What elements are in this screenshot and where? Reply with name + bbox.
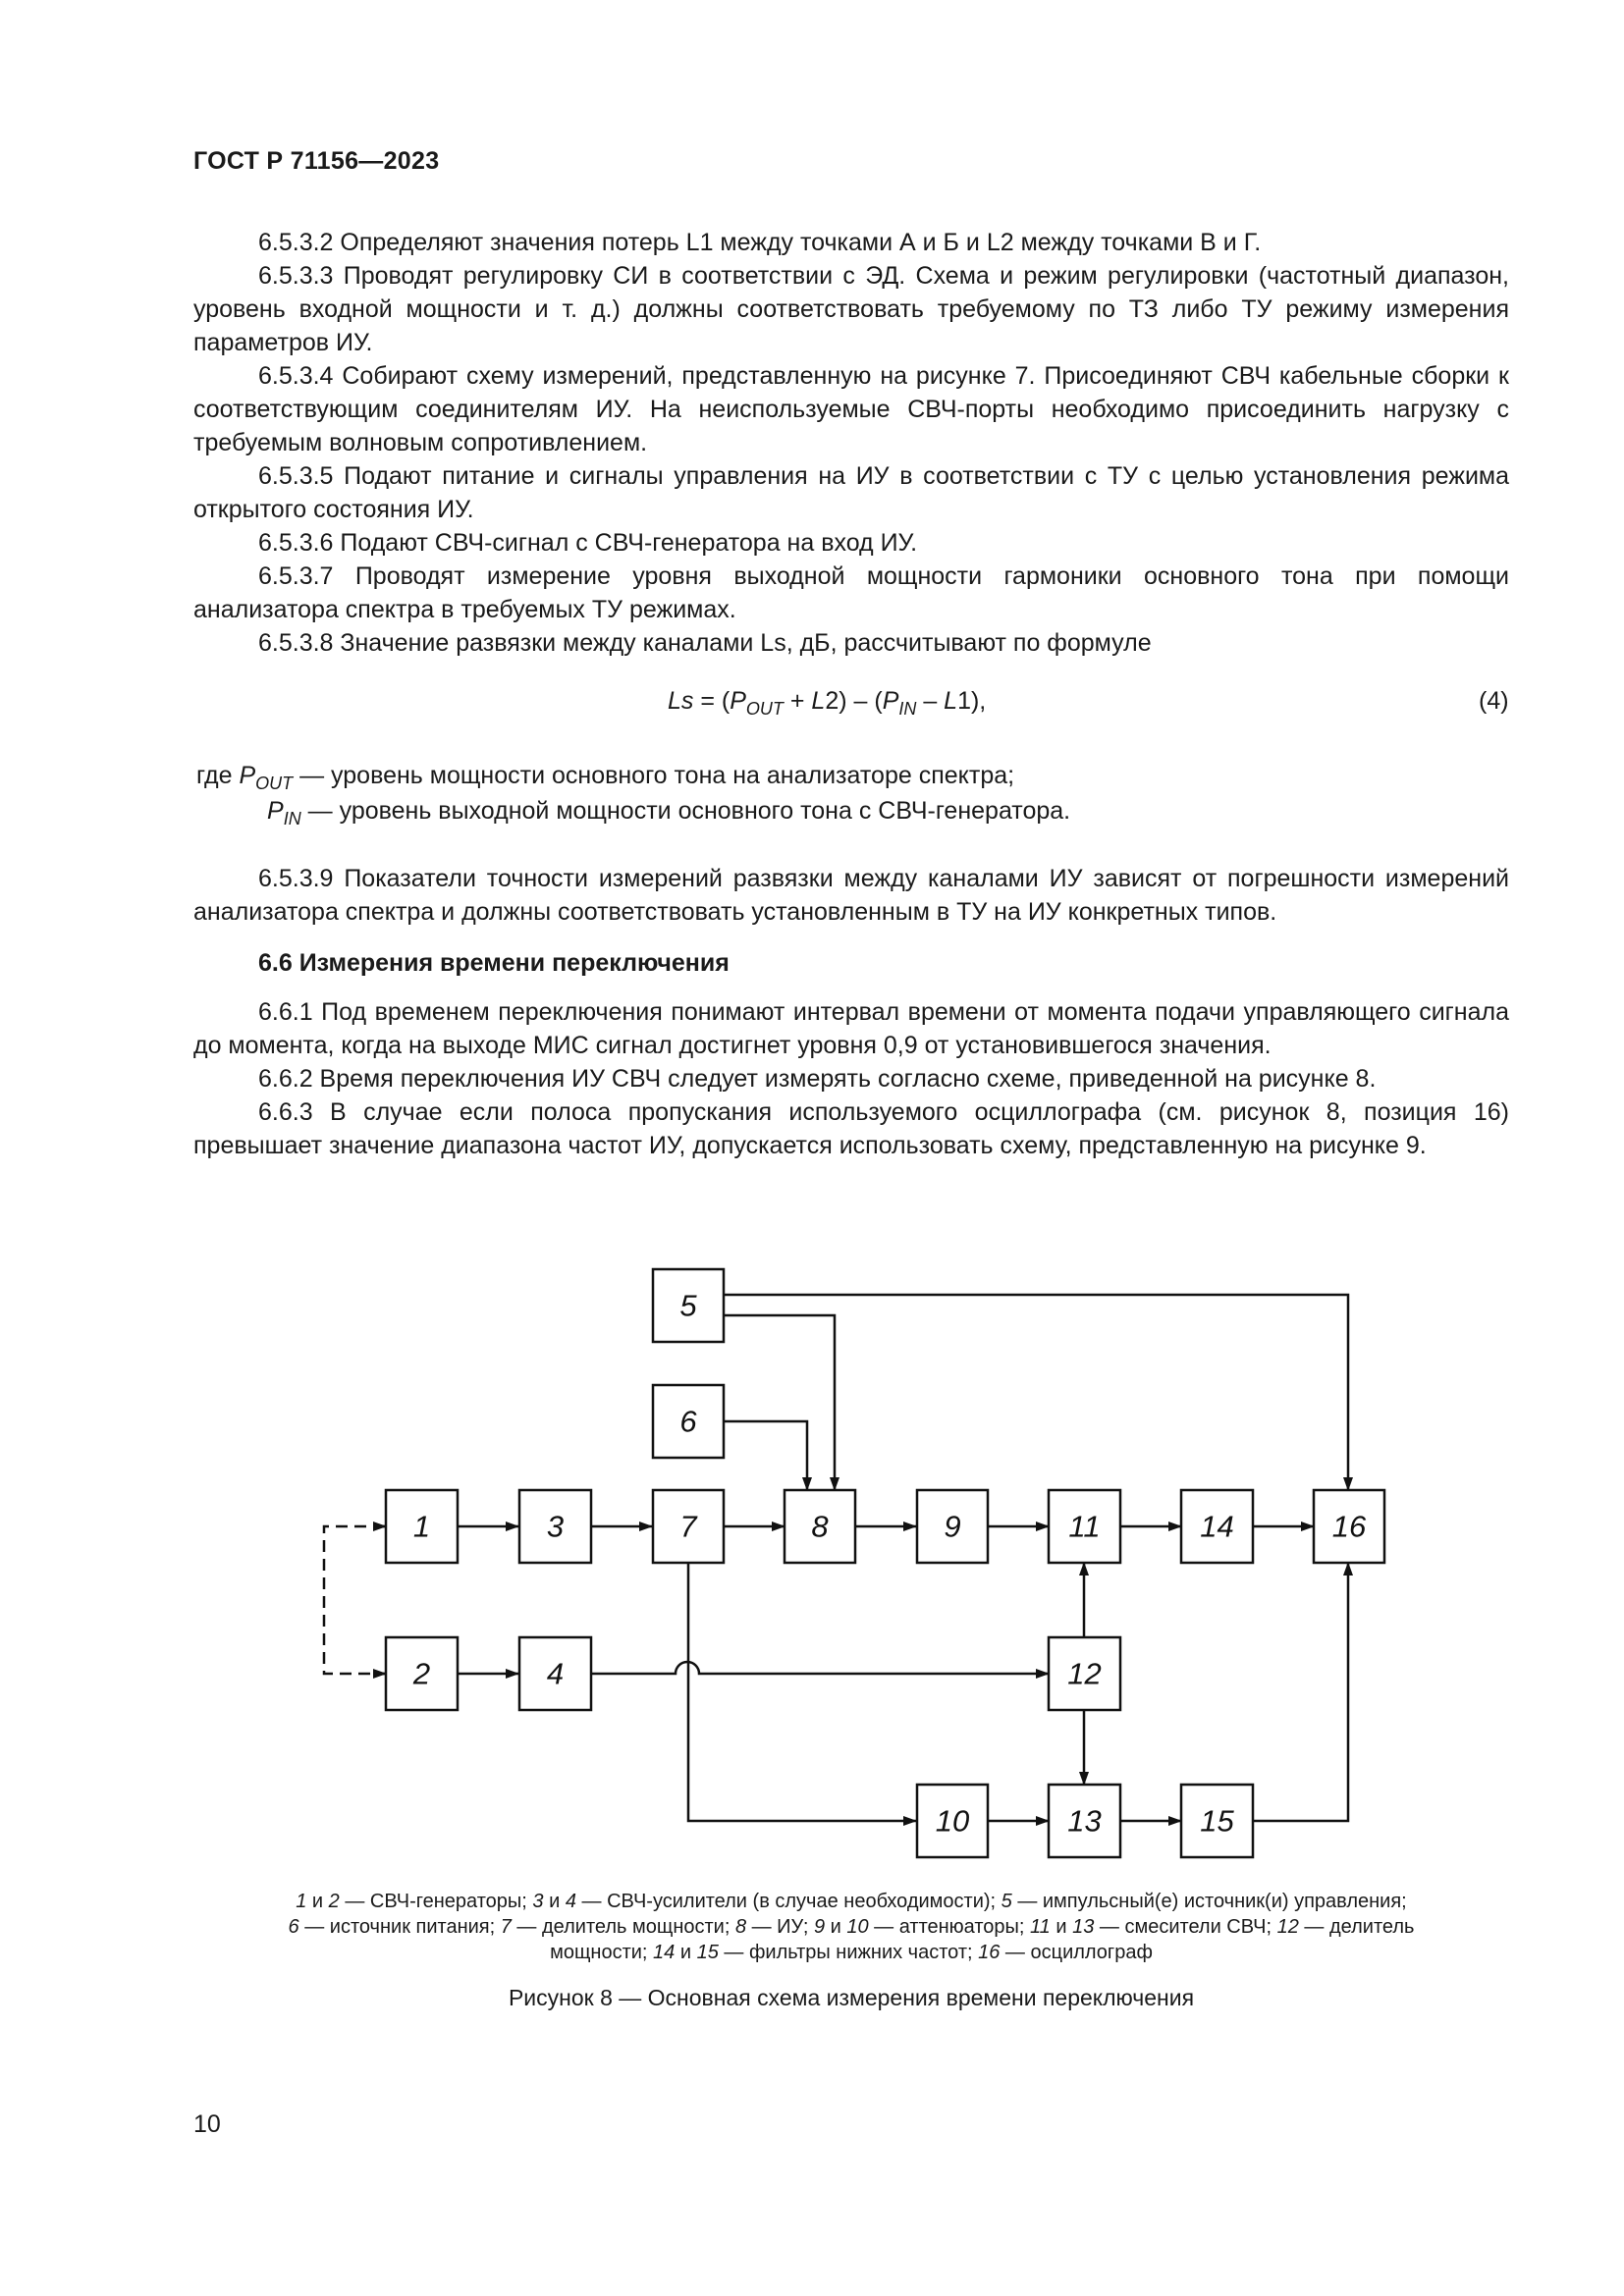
block-8 <box>785 1490 855 1563</box>
svg-text:7: 7 <box>679 1509 697 1544</box>
svg-text:5: 5 <box>679 1288 697 1323</box>
legend-line-1: 1 и 2 — СВЧ-генераторы; 3 и 4 — СВЧ-усилители (в случае необходимости); 5 — импульсный(е) источник(и) управления; <box>296 1891 1407 1912</box>
paragraph-6-5-3-9: 6.5.3.9 Показатели точности измерений развязки между каналами ИУ зависят от погрешности измерений анализатора спектра и должны соответствовать установленным в ТУ на ИУ конкретных типов. <box>193 865 1509 926</box>
svg-text:2: 2 <box>412 1656 431 1691</box>
conn-7-10 <box>688 1563 916 1821</box>
svg-text:16: 16 <box>1331 1509 1367 1544</box>
block-3 <box>519 1490 591 1563</box>
paragraph-6-5-3-6: 6.5.3.6 Подают СВЧ-сигнал с СВЧ-генератора на вход ИУ. <box>258 529 918 557</box>
block-14 <box>1181 1490 1253 1563</box>
svg-text:10: 10 <box>935 1803 970 1839</box>
where-pout: где $P_{OUT}$ — уровень мощности основного тона на анализаторе спектра; <box>196 762 1015 793</box>
paragraph-6-5-3-4: 6.5.3.4 Собирают схему измерений, представленную на рисунке 7. Присоединяют СВЧ кабельные сборки к соответствующим соединителям ИУ. На неиспользуемые СВЧ-порты необходимо присоединить нагрузку с требуемым волновым сопротивлением. <box>193 362 1509 456</box>
conn-5-8 <box>724 1315 835 1490</box>
paragraph-6-6-3: 6.6.3 В случае если полоса пропускания используемого осциллографа (см. рисунок 8, позиция 16) превышает значение диапазона частот ИУ, допускается использовать схему, представленную на рисунке 9. <box>193 1098 1509 1159</box>
figure-caption: Рисунок 8 — Основная схема измерения времени переключения <box>508 1985 1195 2010</box>
block-9 <box>917 1490 988 1563</box>
block-13 <box>1049 1785 1120 1857</box>
block-10 <box>917 1785 988 1857</box>
paragraph-6-5-3-2: 6.5.3.2 Определяют значения потерь L1 между точками А и Б и L2 между точками В и Г. <box>258 229 1262 256</box>
legend-line-2: 6 — источник питания; 7 — делитель мощности; 8 — ИУ; 9 и 10 — аттенюаторы; 11 и 13 — смесители СВЧ; 12 — делитель <box>288 1916 1415 1938</box>
paragraph-6-6-1: 6.6.1 Под временем переключения понимают интервал времени от момента подачи управляющего сигнала до момента, когда на выходе МИС сигнал достигнет уровня 0,9 от установившегося значения. <box>193 998 1509 1059</box>
formula-expression: $Ls = (P_{OUT} + L2) - (P_{IN} - L1)$, <box>668 687 987 719</box>
paragraph-6-5-3-3: 6.5.3.3 Проводят регулировку СИ в соответствии с ЭД. Схема и режим регулировки (частотный диапазон, уровень входной мощности и т. д.) должны соответствовать требуемому по ТЗ либо ТУ режиму измерения параметров ИУ. <box>193 262 1509 356</box>
block-12 <box>1049 1637 1120 1710</box>
svg-text:15: 15 <box>1200 1803 1234 1839</box>
conn-dashed-sync <box>324 1526 385 1674</box>
paragraph-6-5-3-5: 6.5.3.5 Подают питание и сигналы управления на ИУ в соответствии с ТУ с целью установления режима открытого состояния ИУ. <box>193 462 1509 523</box>
svg-text:3: 3 <box>546 1509 565 1544</box>
svg-text:1: 1 <box>412 1509 431 1544</box>
block-5 <box>653 1269 724 1342</box>
block-7 <box>653 1490 724 1563</box>
document-header: ГОСТ Р 71156—2023 <box>193 147 440 175</box>
conn-5-16 <box>724 1295 1348 1490</box>
svg-text:6: 6 <box>679 1404 697 1439</box>
conn-15-16 <box>1253 1563 1348 1821</box>
where-pin: $P_{IN}$ — уровень выходной мощности основного тона с СВЧ-генератора. <box>267 797 1071 828</box>
svg-text:14: 14 <box>1200 1509 1234 1544</box>
block-1 <box>386 1490 458 1563</box>
svg-text:13: 13 <box>1067 1803 1102 1839</box>
block-15 <box>1181 1785 1253 1857</box>
conn-6-8 <box>724 1421 807 1490</box>
block-4 <box>519 1637 591 1710</box>
paragraph-6-6-2: 6.6.2 Время переключения ИУ СВЧ следует измерять согласно схеме, приведенной на рисунке 8. <box>258 1065 1377 1093</box>
svg-text:8: 8 <box>811 1509 829 1544</box>
svg-text:9: 9 <box>944 1509 961 1544</box>
conn-4-12 <box>591 1662 1049 1674</box>
figure-legend <box>193 1889 1509 1965</box>
section-heading-6-6: 6.6 Измерения времени переключения <box>258 949 730 977</box>
block-2 <box>386 1637 458 1710</box>
formula-number: (4) <box>1479 687 1509 715</box>
paragraph-6-5-3-8: 6.5.3.8 Значение развязки между каналами Ls, дБ, рассчитывают по формуле <box>258 629 1152 657</box>
svg-text:4: 4 <box>546 1656 565 1691</box>
block-16 <box>1314 1490 1384 1563</box>
page-number: 10 <box>193 2110 221 2138</box>
svg-text:11: 11 <box>1068 1509 1101 1544</box>
paragraph-6-5-3-7: 6.5.3.7 Проводят измерение уровня выходной мощности гармоники основного тона при помощи анализатора спектра в требуемых ТУ режимах. <box>193 562 1509 623</box>
svg-text:12: 12 <box>1067 1656 1102 1691</box>
legend-line-3: мощности; 14 и 15 — фильтры нижних частот; 16 — осциллограф <box>550 1942 1153 1963</box>
block-6 <box>653 1385 724 1458</box>
block-11 <box>1049 1490 1120 1563</box>
